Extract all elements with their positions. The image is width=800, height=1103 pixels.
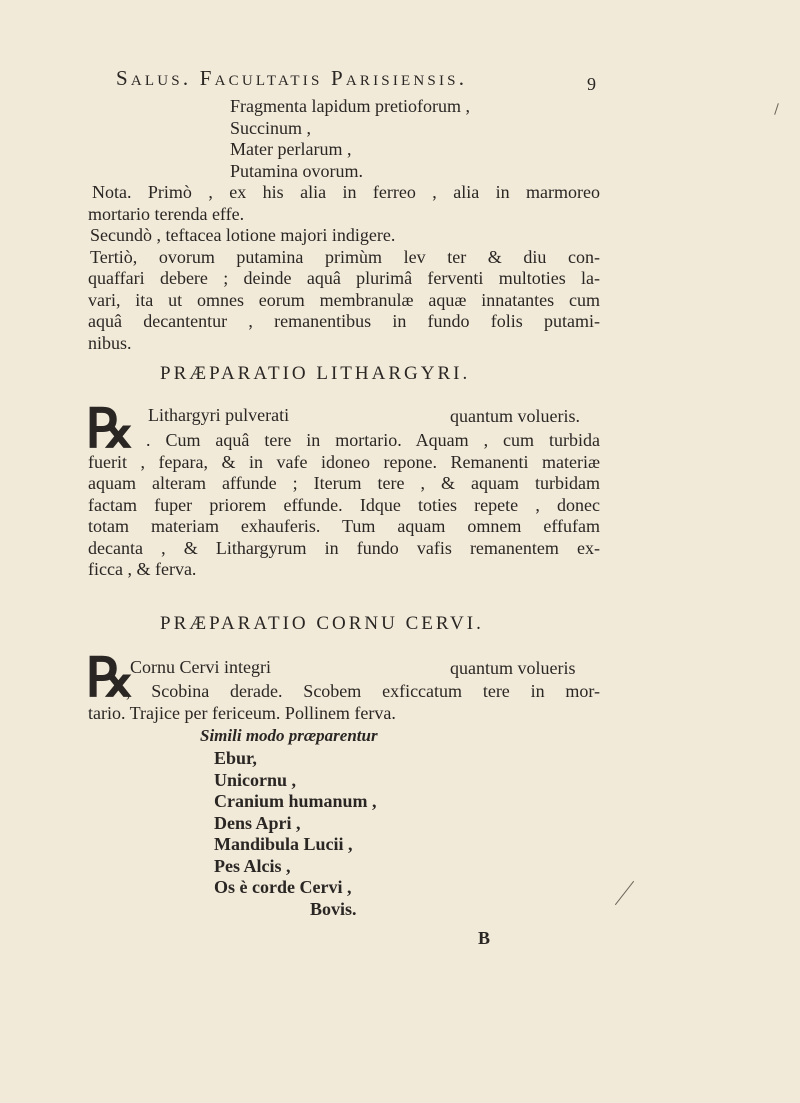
page-number: 9	[587, 74, 596, 94]
text-line: , Scobina derade. Scobem exficcatum tere in mor-	[126, 681, 600, 701]
text-line: Secundò , teftacea lotione majori indigere.	[90, 225, 396, 245]
list-item: Fragmenta lapidum pretioforum ,	[230, 96, 470, 116]
text-line: quaffari debere ; deinde aquâ plurimâ ferventi multoties la-	[88, 268, 600, 288]
text-line: vari, ita ut omnes eorum membranulæ aquæ innatantes cum	[88, 289, 600, 310]
text-line: ficca , & ferva.	[88, 559, 197, 579]
substance-list	[230, 96, 470, 182]
list-item: Cranium humanum ,	[214, 791, 377, 811]
list-item: Os è corde Cervi ,	[214, 877, 352, 897]
simili-heading: Simili modo præparentur	[200, 726, 378, 745]
list-item: Ebur,	[214, 748, 257, 768]
text-line: decanta , & Lithargyrum in fundo vafis remanentem ex-	[88, 537, 600, 558]
list-item: Unicornu ,	[214, 769, 297, 790]
recipe-ingredient: Cornu Cervi integri	[130, 657, 271, 677]
section-heading: PRÆPARATIO CORNU CERVI.	[160, 613, 484, 634]
recipe-symbol: ℞	[86, 648, 135, 708]
recipe-quantity: quantum volueris.	[450, 406, 580, 426]
recipe-ingredient: Lithargyri pulverati	[148, 405, 290, 425]
list-item: Bovis.	[310, 898, 357, 919]
recipe-symbol: ℞	[86, 399, 135, 459]
similar-items-list	[214, 748, 377, 920]
list-item: Pes Alcis ,	[214, 855, 291, 876]
list-item: Putamina ovorum.	[230, 160, 363, 181]
list-item: Mandibula Lucii ,	[214, 834, 353, 854]
list-item: Succinum ,	[230, 117, 311, 138]
section-heading: PRÆPARATIO LITHARGYRI.	[160, 363, 471, 384]
signature-mark: B	[478, 928, 491, 948]
recipe-text	[88, 430, 600, 581]
text-line: Tertiò, ovorum putamina primùm lev ter & diu con-	[90, 246, 600, 267]
text-line: aquam alteram affunde ; Iterum tere , & aquam turbidam	[88, 473, 600, 493]
text-line: Nota. Primò , ex his alia in ferreo , alia in marmoreo	[92, 182, 600, 202]
text-line: fuerit , fepara, & in vafe idoneo repone. Remanenti materiæ	[88, 451, 600, 472]
text-line: nibus.	[88, 332, 132, 353]
text-line: tario. Trajice per fericeum. Pollinem ferva.	[88, 702, 396, 723]
page-header	[116, 64, 596, 94]
text-line: mortario terenda effe.	[88, 203, 245, 224]
list-item: Dens Apri ,	[214, 812, 301, 833]
text-line: factam fuper priorem effunde. Idque toties repete , donec	[88, 494, 600, 515]
list-item: Mater perlarum ,	[230, 139, 352, 159]
recipe-quantity: quantum volueris	[450, 658, 576, 678]
running-head: Salus. Facultatis Parisiensis.	[116, 66, 468, 90]
text-line: totam materiam exhauferis. Tum aquam omnem effufam	[88, 516, 600, 536]
margin-mark	[615, 881, 634, 905]
text-line: . Cum aquâ tere in mortario. Aquam , cum turbida	[146, 430, 600, 450]
recipe-text	[88, 681, 600, 724]
nota-paragraph	[88, 182, 600, 354]
text-line: aquâ decantentur , remanentibus in fundo folis putami-	[88, 311, 600, 331]
margin-mark	[774, 103, 779, 115]
